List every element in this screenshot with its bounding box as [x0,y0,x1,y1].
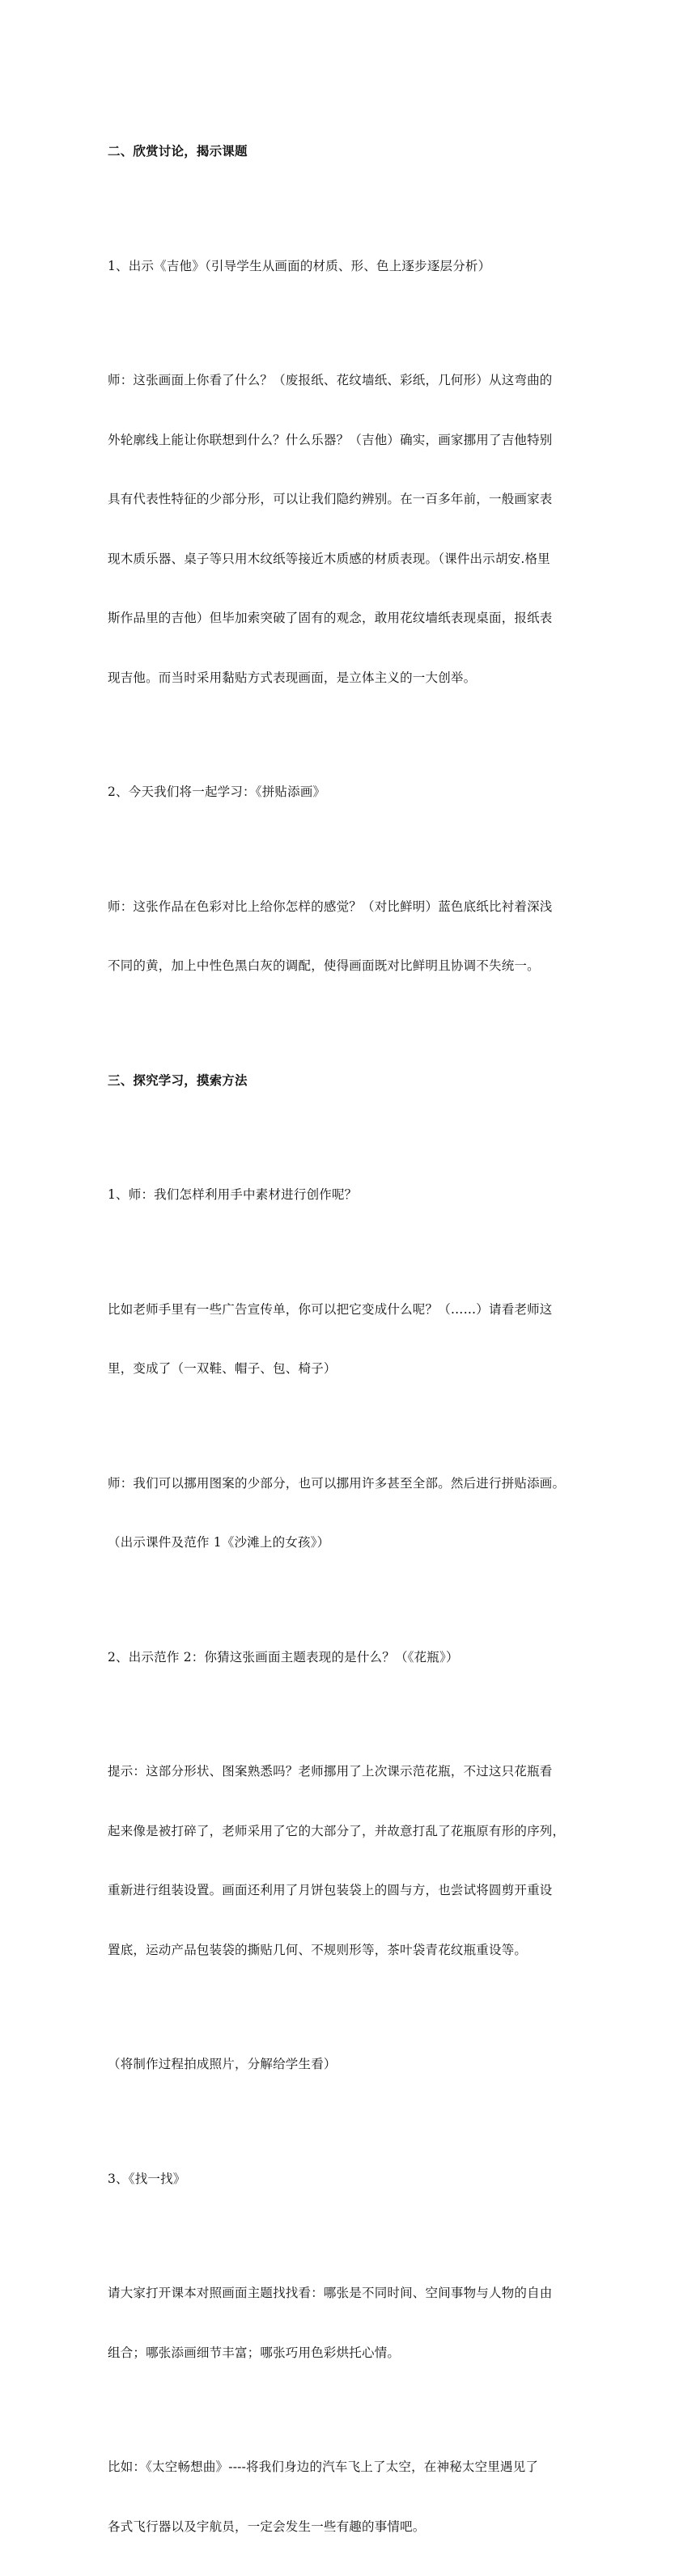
text-line: （出示课件及范作 1《沙滩上的女孩》） [108,1535,330,1550]
text-line: 2、今天我们将一起学习：《拼贴添画》 [108,785,326,799]
text-line: 师：这张画面上你看了什么？（废报纸、花纹墙纸、彩纸，几何形）从这弯曲的 [108,373,553,387]
text-line: 里，变成了（一双鞋、帽子、包、椅子） [108,1361,337,1376]
paragraph-show-guitar [108,217,615,316]
text-line: 比如：《太空畅想曲》----将我们身边的汽车飞上了太空，在神秘太空里遇见了 [108,2460,539,2474]
text-line: 现木质乐器、桌子等只用木纹纸等接近木质感的材质表现。（课件出示胡安.格里 [108,551,550,566]
text-line: 三、探究学习，摸索方法 [108,1072,248,1088]
text-line: 请大家打开课本对照画面主题找找看：哪张是不同时间、空间事物与人物的自由 [108,2286,553,2300]
text-line: 2、出示范作 2：你猜这张画面主题表现的是什么？（《花瓶》） [108,1649,459,1664]
text-line: 提示：这部分形状、图案熟悉吗？老师挪用了上次课示范花瓶，不过这只花瓶看 [108,1764,553,1779]
text-line: 各式飞行器以及宇航员，一定会发生一些有趣的事情吧。 [108,2519,426,2534]
text-line: （将制作过程拍成照片，分解给学生看） [108,2057,337,2071]
paragraph-open-textbook [108,2244,615,2402]
text-line: 外轮廓线上能让你联想到什么？什么乐器？（吉他）确实，画家挪用了吉他特别 [108,432,553,447]
paragraph-photo-process [108,2015,615,2114]
text-line: 二、欣赏讨论，揭示课题 [108,143,248,159]
text-line: 比如老师手里有一些广告宣传单，你可以把它变成什么呢？（……）请看老师这 [108,1301,553,1317]
text-line: 斯作品里的吉他）但毕加索突破了固有的观念，敢用花纹墙纸表现桌面，报纸表 [108,611,553,625]
section-heading-2 [108,102,615,201]
text-line: 1、师：我们怎样利用手中素材进行创作呢？ [108,1187,358,1202]
paragraph-teacher-question [108,1145,615,1245]
text-line: 重新进行组装设置。画面还利用了月饼包装袋上的圆与方，也尝试将圆剪开重设 [108,1883,553,1897]
paragraph-hint [108,1722,615,1999]
text-line: 组合；哪张添画细节丰富；哪张巧用色彩烘托心情。 [108,2345,401,2360]
text-line: 具有代表性特征的少部分形，可以让我们隐约辨别。在一百多年前，一般画家表 [108,492,553,506]
section-heading-3 [108,1031,615,1131]
paragraph-today-topic [108,742,615,842]
paragraph-guitar-discussion [108,331,615,727]
text-line: 现吉他。而当时采用黏贴方式表现画面，是立体主义的一大创举。 [108,670,477,685]
paragraph-space-fantasy [108,2417,615,2576]
paragraph-color-contrast [108,857,615,1016]
text-line: 置底，运动产品包装袋的撕贴几何、不规则形等，茶叶袋青花纹瓶重设等。 [108,1942,528,1957]
text-line: 师：这张作品在色彩对比上给你怎样的感觉？（对比鲜明）蓝色底纸比衬着深浅 [108,899,553,914]
text-line: 不同的黄，加上中性色黑白灰的调配，使得画面既对比鲜明且协调不失统一。 [108,958,540,973]
text-line: 师：我们可以挪用图案的少部分，也可以挪用许多甚至全部。然后进行拼贴添画。 [108,1475,566,1491]
paragraph-pattern-borrowing [108,1434,615,1593]
text-line: 3、《找一找》 [108,2171,186,2186]
paragraph-example-2 [108,1608,615,1707]
paragraph-find-it [108,2130,615,2229]
paragraph-leaflet-example [108,1260,615,1419]
text-line: 1、出示《吉他》（引导学生从画面的材质、形、色上逐步逐层分析） [108,258,491,273]
text-line: 起来像是被打碎了，老师采用了它的大部分了，并故意打乱了花瓶原有形的序列， [108,1823,566,1838]
